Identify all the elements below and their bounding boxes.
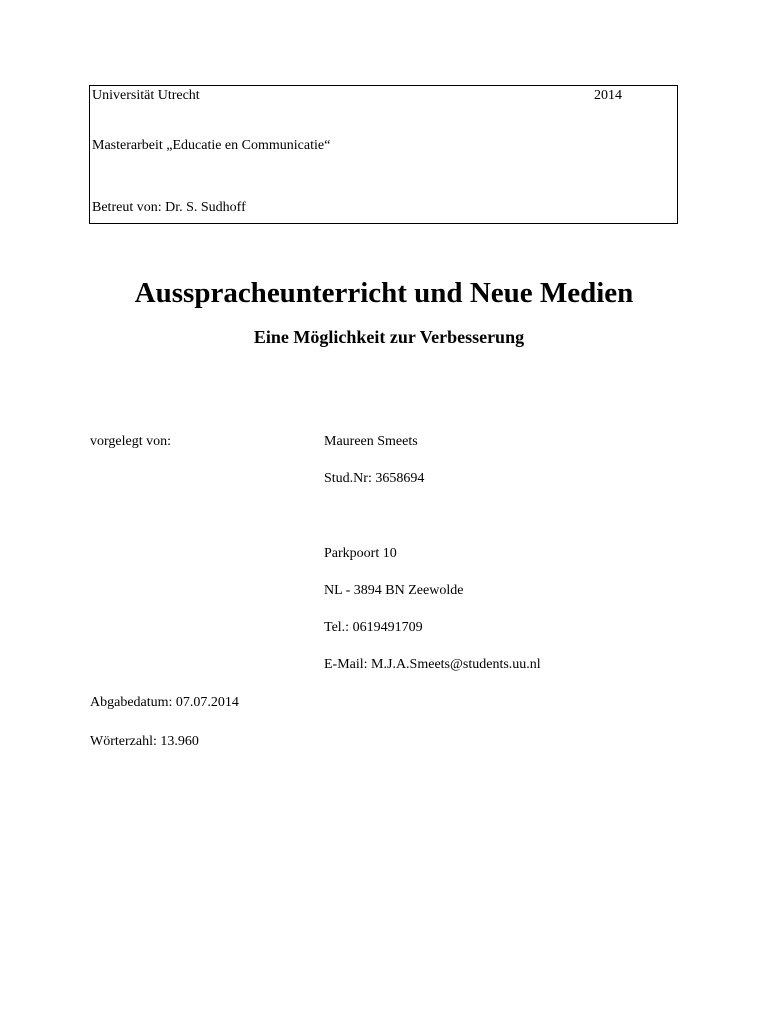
- submission-date: Abgabedatum: 07.07.2014: [90, 695, 239, 710]
- university-name: Universität Utrecht: [92, 88, 200, 103]
- student-number: Stud.Nr: 3658694: [324, 471, 425, 486]
- email-address: E-Mail: M.J.A.Smeets@students.uu.nl: [324, 657, 541, 672]
- header-box: [89, 85, 678, 224]
- submitted-by-label: vorgelegt von:: [90, 434, 172, 449]
- word-count: Wörterzahl: 13.960: [90, 734, 199, 749]
- year: 2014: [594, 88, 622, 103]
- supervisor: Betreut von: Dr. S. Sudhoff: [92, 200, 246, 215]
- phone-number: Tel.: 0619491709: [324, 620, 423, 635]
- address-city: NL - 3894 BN Zeewolde: [324, 583, 464, 598]
- address-street: Parkpoort 10: [324, 546, 397, 561]
- page-subtitle: Eine Möglichkeit zur Verbesserung: [253, 327, 525, 347]
- page-title: Ausspracheunterricht und Neue Medien: [134, 277, 634, 309]
- author-name: Maureen Smeets: [324, 434, 418, 449]
- thesis-program: Masterarbeit „Educatie en Communicatie“: [92, 138, 331, 153]
